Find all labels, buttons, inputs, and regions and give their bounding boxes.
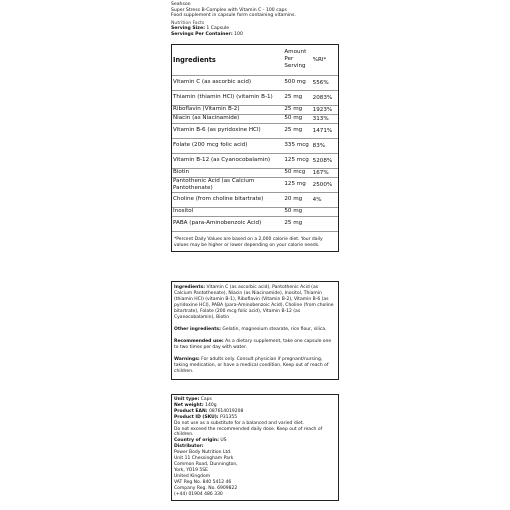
address-line: United Kingdom — [174, 473, 211, 479]
nutrient-amount: 50 mcg — [283, 168, 311, 177]
address-line: Company Reg. No. 6909822 — [174, 485, 238, 491]
nutrient-ri — [312, 207, 338, 216]
product-ean-value: 087614019208 — [208, 408, 244, 414]
nutrient-row — [172, 114, 338, 123]
nutrient-amount: 25 mg — [283, 123, 311, 138]
dose-note: Do not exceed the recommended daily dose. Keep out of reach of children. — [174, 426, 323, 438]
nutrient-name: Niacin (as Niacinamide) — [172, 114, 283, 123]
product-sku-label: Product ID (SKU): — [174, 414, 219, 420]
recommended-use-paragraph — [174, 339, 336, 351]
column-header-ingredients: Ingredients — [172, 45, 283, 75]
nutrient-row — [172, 168, 338, 177]
serving-size-value: 1 Capsule — [206, 26, 230, 32]
nutrient-amount: 125 mg — [283, 177, 311, 192]
address-line: Unit 11 Chessingham Park — [174, 456, 234, 462]
brand-name: Seahson — [171, 2, 191, 7]
diet-note: Do not use as a substitute for a balanced and varied diet. — [174, 420, 304, 426]
nutrient-name: Inositol — [172, 207, 283, 216]
nutrient-amount: 125 mcg — [283, 153, 311, 168]
nutrient-row — [172, 153, 338, 168]
nutrient-row — [172, 216, 338, 231]
nutrient-amount: 500 mg — [283, 75, 311, 90]
other-ingredients-text: Gelatin, magnesium stearate, rice flour, silica. — [222, 327, 327, 332]
nutrient-name: Vitamin B-6 (as pyridoxine HCl) — [172, 123, 283, 138]
nutrient-amount: 50 mg — [283, 114, 311, 123]
address-line: Common Road, Dunnington, — [174, 461, 238, 467]
facts-table — [172, 45, 338, 232]
product-details-box — [171, 394, 339, 501]
nutrient-ri: 1923% — [312, 105, 338, 114]
nutrient-amount: 25 mg — [283, 216, 311, 231]
nutrient-ri — [312, 216, 338, 231]
nutrient-ri: 4% — [312, 192, 338, 207]
nutrient-name: Biotin — [172, 168, 283, 177]
nutrient-name: Thiamin (thiamin HCl) (vitamin B-1) — [172, 90, 283, 105]
nutrient-amount: 335 mcg — [283, 138, 311, 153]
other-ingredients-paragraph — [174, 327, 336, 333]
address-line: Power Body Nutrition Ltd. — [174, 450, 232, 456]
daily-values-footnote: *Percent Daily Values are based on a 2,000 calorie diet. Your daily values may be higher or lower depending on your calorie needs. — [174, 236, 323, 248]
servings-per-container-label: Servings Per Container: — [171, 31, 233, 37]
nutrient-ri: 1471% — [312, 123, 338, 138]
distributor-label: Distributor: — [174, 444, 204, 450]
country-of-origin-label: Country of origin: — [174, 438, 219, 444]
product-description: Food supplement in capsule form containing vitamins. — [171, 13, 296, 19]
address-line: (+44) 01904 486 330 — [174, 491, 223, 497]
nutrient-name: Folate (200 mcg folic acid) — [172, 138, 283, 153]
warnings-paragraph — [174, 357, 336, 375]
nutrient-name: PABA (para-Aminobenzoic Acid) — [172, 216, 283, 231]
nutrient-row — [172, 192, 338, 207]
ingredients-info-box — [171, 281, 339, 380]
nutrition-facts-table — [171, 44, 339, 252]
servings-per-container-value: 100 — [234, 31, 243, 37]
column-header-ri: %RI* — [312, 45, 338, 75]
product-header — [171, 2, 339, 38]
nutrient-ri: 313% — [312, 114, 338, 123]
nutrient-row — [172, 90, 338, 105]
country-of-origin-value: US — [220, 438, 227, 444]
other-ingredients-label: Other ingredients: — [174, 327, 221, 332]
nutrient-amount: 25 mg — [283, 105, 311, 114]
nutrition-facts-label: Nutrition Facts — [171, 20, 205, 26]
recommended-use-text: As a dietary supplement, take one capsule one to two times per day with water. — [174, 339, 332, 350]
ingredients-paragraph — [174, 285, 336, 321]
product-sku-value: P31355 — [220, 414, 238, 420]
servings-per-container — [171, 32, 339, 38]
address-line: VAT Reg No. 840 5412 46 — [174, 479, 232, 485]
nutrient-amount: 25 mg — [283, 90, 311, 105]
ingredients-text: Vitamin C (as ascorbic acid), Pantothenic Acid (as Calcium Pantothenate), Niacin (as Niacinamide), Inositol, Thiamin (thiamin HCl) (vitamin B-1), Riboflavin (Vitamin B-2), Vitamin B-6 (as pyridoxine HCl), PABA (para-Aminobenzoic Acid), Choline (from choline bitartrate), Folate (200 mcg folic acid), Vitamin B-12 (as Cyanocobalamin), Biotin — [174, 285, 334, 320]
nutrient-ri: 2083% — [312, 90, 338, 105]
warnings-text: For adults only. Consult physician if pregnant/nursing, taking medication, or have a medical condition. Keep out of reach of children. — [174, 357, 329, 374]
nutrient-ri: 167% — [312, 168, 338, 177]
product-ean-label: Product EAN: — [174, 408, 208, 414]
nutrient-name: Riboflavin (Vitamin B-2) — [172, 105, 283, 114]
nutrient-ri: 556% — [312, 75, 338, 90]
unit-type-value: Caps — [200, 397, 212, 402]
product-name: Super Stress B-Complex with Vitamin C - 100 caps — [171, 7, 287, 13]
nutrient-ri: 2500% — [312, 177, 338, 192]
nutrient-row — [172, 177, 338, 192]
nutrient-name: Choline (from choline bitartrate) — [172, 192, 283, 207]
column-header-amount: Amount Per Serving — [283, 45, 311, 75]
facts-table-body — [172, 45, 338, 231]
recommended-use-label: Recommended use: — [174, 339, 224, 344]
nutrient-ri: 5208% — [312, 153, 338, 168]
nutrient-name: Vitamin C (as ascorbic acid) — [172, 75, 283, 90]
nutrient-name: Vitamin B-12 (as Cyanocobalamin) — [172, 153, 283, 168]
distributor-address — [174, 450, 336, 497]
nutrient-name: Pantothenic Acid (as Calcium Pantothenate) — [172, 177, 283, 192]
nutrient-row — [172, 123, 338, 138]
ingredients-label: Ingredients: — [174, 285, 206, 290]
net-weight-label: Net weight: — [174, 402, 204, 408]
nutrient-amount: 50 mg — [283, 207, 311, 216]
nutrient-ri: 83% — [312, 138, 338, 153]
unit-type-label: Unit type: — [174, 397, 200, 402]
nutrient-row — [172, 138, 338, 153]
nutrient-amount: 20 mg — [283, 192, 311, 207]
nutrient-row — [172, 105, 338, 114]
address-line: York, YO19 5SE — [174, 467, 208, 473]
facts-header-row — [172, 45, 338, 75]
nutrient-row — [172, 75, 338, 90]
net-weight-value: 140g — [205, 402, 217, 408]
warnings-label: Warnings: — [174, 357, 200, 362]
serving-size-label: Serving Size: — [171, 26, 205, 32]
nutrient-row — [172, 207, 338, 216]
